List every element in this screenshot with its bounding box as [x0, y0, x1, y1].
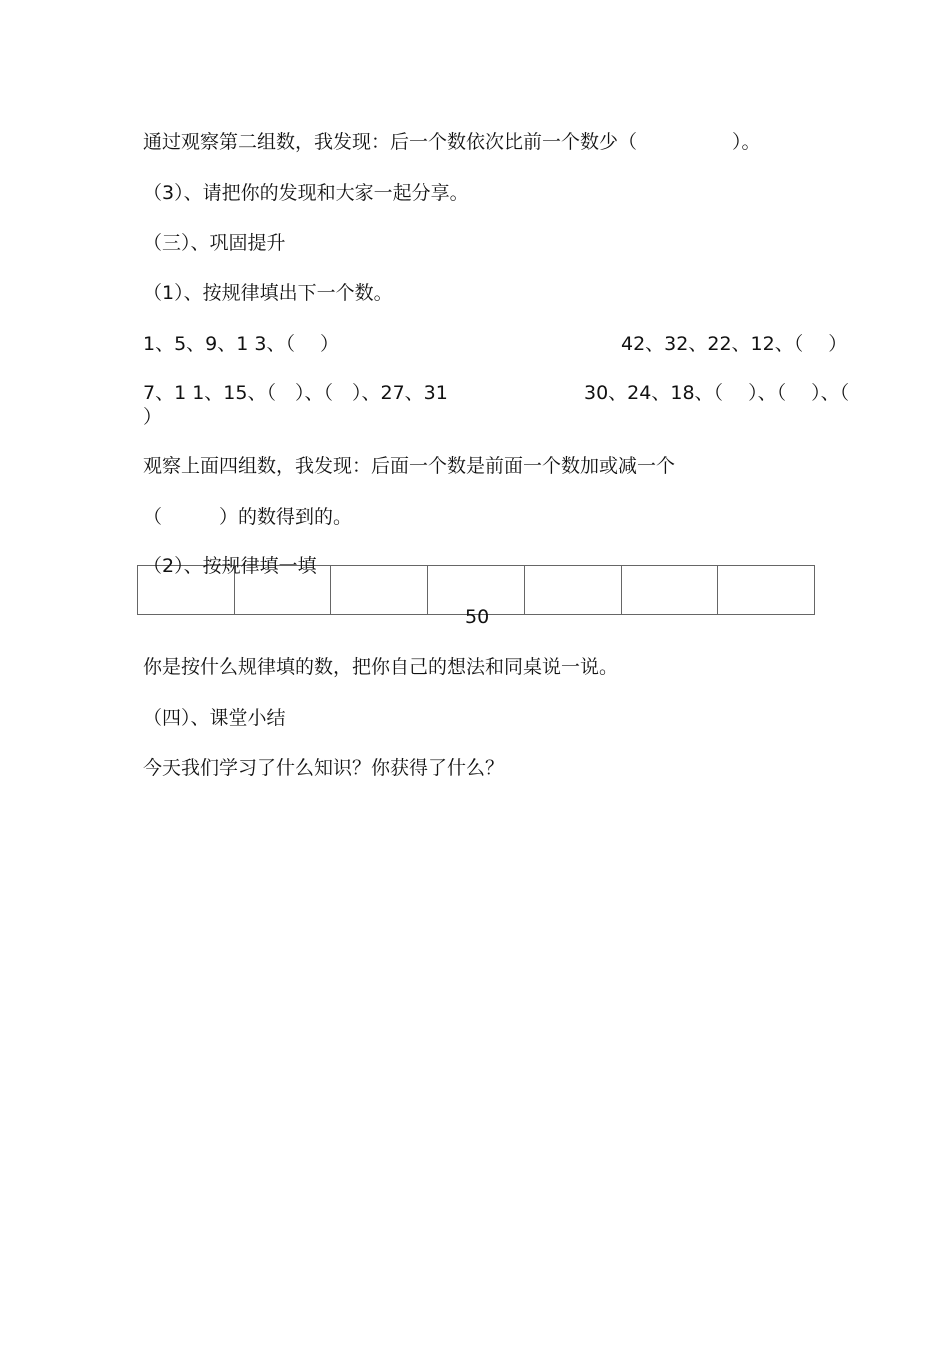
- grid-cell[interactable]: [718, 566, 814, 614]
- task-2-instruction: （2）、按规律填一填: [143, 555, 317, 577]
- grid-cell[interactable]: [525, 566, 622, 614]
- sequence-b: 42、32、22、12、（ ）: [621, 333, 848, 355]
- summary-question: 今天我们学习了什么知识？你获得了什么？: [143, 757, 505, 779]
- grid-cell[interactable]: [622, 566, 719, 614]
- sequence-d-continuation: ）: [143, 406, 163, 428]
- grid-cell[interactable]: [331, 566, 428, 614]
- observe-second-group-text: 通过观察第二组数，我发现：后一个数依次比前一个数少（ ）。: [143, 131, 761, 153]
- observe-four-groups-continuation: （ ）的数得到的。: [143, 506, 353, 528]
- sequence-c: 7、1 1、15、（ ）、（ ）、27、31: [143, 382, 448, 404]
- share-instruction: （3）、请把你的发现和大家一起分享。: [143, 182, 469, 204]
- sequence-d: 30、24、18、（ ）、（ ）、（: [584, 382, 850, 404]
- explain-instruction: 你是按什么规律填的数，把你自己的想法和同桌说一说。: [143, 656, 619, 678]
- section-4-heading: （四）、课堂小结: [143, 707, 286, 729]
- task-1-instruction: （1）、按规律填出下一个数。: [143, 282, 393, 304]
- section-3-heading: （三）、巩固提升: [143, 232, 286, 254]
- sequence-a: 1、5、9、1 3、（ ）: [143, 333, 340, 355]
- observe-four-groups-text: 观察上面四组数，我发现：后面一个数是前面一个数加或减一个: [143, 455, 676, 477]
- grid-given-value: 50: [465, 606, 490, 628]
